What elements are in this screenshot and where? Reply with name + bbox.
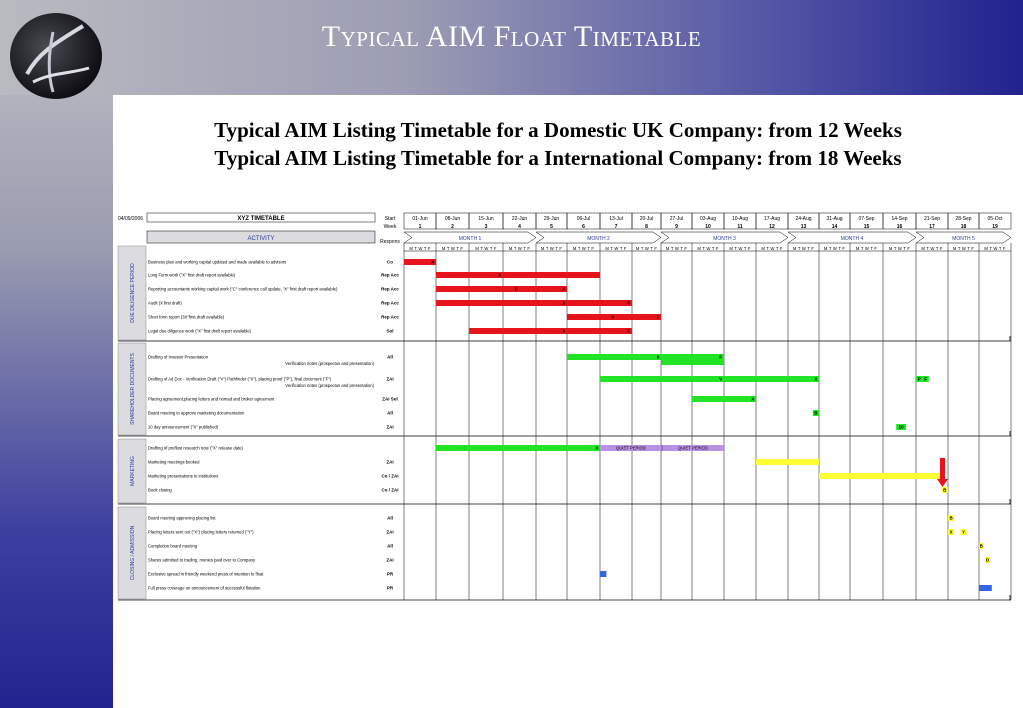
milestone-marker: Y <box>961 529 966 535</box>
day-letters: M T W T F <box>921 246 943 251</box>
slide-title: Typical AIM Float Timetable <box>321 20 702 53</box>
gantt-bar <box>979 585 992 591</box>
responsibility-label: All <box>387 354 393 360</box>
milestone-marker: P <box>917 376 921 382</box>
week-date-label: 15-Jun <box>478 216 494 222</box>
week-date-label: 05-Oct <box>987 216 1003 222</box>
activity-label: Marketing presentations to institutions <box>148 473 219 479</box>
responsibility-label: Co / ZAI <box>381 473 399 479</box>
day-letters: M T W T F <box>952 246 975 251</box>
week-number-label: 18 <box>960 224 967 230</box>
milestone-marker: F <box>924 376 927 382</box>
activity-label: Legal due diligence work ("X" first draft report available) <box>148 328 252 334</box>
responsibility-label: Co / ZAI <box>381 487 399 493</box>
week-date-label: 31-Aug <box>826 216 843 222</box>
week-date-label: 17-Aug <box>763 216 781 222</box>
week-date-label: 24-Aug <box>795 216 812 222</box>
section-title: CLOSING / ADMISSION <box>130 525 136 581</box>
red-arrow-head <box>937 479 948 487</box>
gantt-bar <box>436 300 632 306</box>
month-label: MONTH 4 <box>840 236 864 242</box>
start-label: Start <box>384 216 396 222</box>
activity-label: 10 day announcement ("X" published) <box>148 424 219 430</box>
timetable-title: XYZ TIMETABLE <box>237 216 285 222</box>
responsibility-label: PR <box>386 585 394 591</box>
gantt-bar <box>567 354 724 360</box>
milestone-marker: X <box>498 272 502 278</box>
activity-header: ACTIVITY <box>247 236 275 242</box>
milestone-marker: X <box>431 259 435 265</box>
gantt-bar <box>819 473 942 479</box>
week-date-label: 08-Jun <box>444 216 461 222</box>
day-letters: M T W T F <box>729 246 751 251</box>
day-letters: M T W T F <box>635 246 658 251</box>
week-number-label: 6 <box>582 224 585 230</box>
milestone-marker: X <box>562 286 566 292</box>
milestone-marker: F <box>627 300 631 306</box>
activity-sublabel: Verification notes (prospectus and presentation) <box>285 383 374 388</box>
gantt-bar <box>756 459 819 465</box>
milestone-marker: B <box>979 543 983 549</box>
gantt-bar <box>692 396 756 402</box>
week-date-label: 07-Sep <box>858 216 875 222</box>
subtitle-domestic: Typical AIM Listing Timetable for a Domestic UK Company: from 12 Weeks <box>214 118 902 142</box>
week-date-label: 01-Jun <box>412 216 428 222</box>
responsibility-label: ZAI Sol <box>382 396 398 402</box>
week-label: Week <box>383 224 397 230</box>
day-letters: M T W T F <box>792 246 815 251</box>
week-number-label: 16 <box>896 224 903 230</box>
week-number-label: 14 <box>831 224 838 230</box>
week-date-label: 06-Jul <box>576 216 591 222</box>
responsibility-label: Sol <box>386 328 394 334</box>
milestone-marker: X <box>562 300 566 306</box>
day-letters: M T W T F <box>475 246 497 251</box>
month-label: MONTH 1 <box>458 236 482 242</box>
week-date-label: 29-Jun <box>543 216 560 222</box>
activity-label: Short form report (3X"first draft available) <box>148 314 225 320</box>
activity-label: Audit (X first draft) <box>148 300 182 306</box>
responsibility-label: ZAI <box>386 376 394 382</box>
milestone-marker: X <box>562 328 566 334</box>
week-date-label: 13-Jul <box>609 216 623 222</box>
red-arrow-shaft <box>940 458 945 480</box>
milestone-marker: B <box>949 515 953 521</box>
week-date-label: 21-Sep <box>923 216 941 222</box>
milestone-marker: V <box>719 376 723 382</box>
milestone-marker: C <box>514 286 518 292</box>
gantt-bar <box>600 376 819 382</box>
week-date-label: 28-Sep <box>955 216 972 222</box>
day-letters: M T W T F <box>605 246 627 251</box>
activity-label: Placing agreement,placing letters and nomad and broker agreement <box>148 396 275 402</box>
week-number-label: 2 <box>451 224 454 230</box>
milestone-marker: B <box>943 487 947 493</box>
activity-label: Book closing <box>148 487 172 493</box>
milestone-marker: 10 <box>898 424 904 430</box>
activity-label: Long Form work ("X" first draft report available) <box>148 272 236 278</box>
day-letters: M T W T F <box>508 246 531 251</box>
activity-label: Full press coverage on announcement of successful flotation <box>148 585 261 591</box>
week-date-label: 22-Jun <box>511 216 528 222</box>
day-letters: M T W T F <box>761 246 783 251</box>
week-number-label: 19 <box>992 224 998 230</box>
section-title: MARKETING <box>130 456 136 486</box>
milestone-marker: X <box>595 445 599 451</box>
timetable-date: 04/09/2006 <box>118 216 144 222</box>
responsibility-label: ZAI <box>386 529 394 535</box>
day-letters: M T W T F <box>665 246 688 251</box>
day-letters: M T W T F <box>540 246 563 251</box>
activity-label: Board meeting to approve marketing documentation <box>148 410 245 416</box>
week-date-label: 20-Jul <box>639 216 654 222</box>
milestone-marker: F <box>719 354 723 360</box>
week-number-label: 10 <box>705 224 711 230</box>
day-letters: M T W T F <box>572 246 595 251</box>
gantt-bar <box>661 360 724 365</box>
week-number-label: 12 <box>769 224 775 230</box>
month-label: MONTH 5 <box>952 236 975 242</box>
responsibility-label: ZAI <box>386 424 394 430</box>
milestone-marker: X <box>949 529 953 535</box>
activity-label: Drafting of preflust research note ("X" release date) <box>148 445 243 451</box>
responsibility-label: Rep Acc <box>381 272 399 278</box>
milestone-marker: F <box>656 314 660 320</box>
day-letters: M T W T F <box>984 246 1006 251</box>
subtitle-international: Typical AIM Listing Timetable for a International Company: from 18 Weeks <box>214 146 902 170</box>
milestone-marker: X <box>751 396 755 402</box>
day-letters: M T W T F <box>441 246 464 251</box>
responsibility-label: All <box>387 410 393 416</box>
gantt-bar <box>436 272 600 278</box>
activity-label: Business plan and working capital updated and made available to advisors <box>148 259 287 265</box>
activity-label: Marketing meetings booked <box>148 459 200 465</box>
week-date-label: 14-Sep <box>891 216 908 222</box>
day-letters: M T W T F <box>855 246 878 251</box>
responsibility-label: Rep Acc <box>381 286 399 292</box>
week-date-label: 03-Aug <box>699 216 717 222</box>
section-title: SHAREHOLDER DOCUMENTS <box>130 353 136 425</box>
month-label: MONTH 3 <box>713 236 736 242</box>
week-number-label: 11 <box>737 224 743 230</box>
week-date-label: 10-Aug <box>731 216 749 222</box>
activity-label: Placing letters sent out ("X") placing letters returned ("Y") <box>148 529 254 535</box>
activity-label: Board meeting approving placing list <box>148 515 216 521</box>
milestone-marker: D <box>986 557 990 563</box>
milestone-marker: X <box>814 376 818 382</box>
week-number-label: 15 <box>863 224 870 230</box>
activity-label: Exclusive spread in friendly weekend press of intention to float <box>148 571 264 577</box>
month-label: MONTH 2 <box>587 236 610 242</box>
responsibility-label: Rep Acc <box>381 314 399 320</box>
day-letters: M T W T F <box>823 246 846 251</box>
activity-label: Drafting of Ad Doc - Verification Draft ("V") Pathfinder ("X"), placing proof ("P"), final document ("F") <box>148 376 332 382</box>
section-title: DUE DILIGENCE PERIOD <box>130 263 136 323</box>
week-number-label: 3 <box>484 224 488 230</box>
week-number-label: 13 <box>800 224 807 230</box>
gantt-bar <box>436 286 567 292</box>
quiet-period-label: QUIET PERIOD <box>678 445 708 451</box>
week-number-label: 4 <box>518 224 521 230</box>
activity-sublabel: Verification notes (prospectus and presentation) <box>285 361 374 366</box>
milestone-marker: X <box>611 314 615 320</box>
activity-label: Shares admitted to trading, monies paid over to Company <box>148 557 256 563</box>
gantt-bar <box>469 328 632 334</box>
week-date-label: 27-Jul <box>669 216 684 222</box>
responsibility-label: All <box>387 543 393 549</box>
responsibility-label: All <box>387 515 393 521</box>
respons-header: Respons <box>380 239 400 245</box>
milestone-marker: B <box>814 410 818 416</box>
activity-label: Completion board meeting <box>148 543 198 549</box>
responsibility-label: Co <box>387 259 393 265</box>
activity-label: Reporting accountants working capital work ("C" conference call update, "X" first draft report available) <box>148 286 338 292</box>
activity-label: Drafting of Investor Presentation <box>148 354 209 360</box>
week-number-label: 7 <box>614 224 618 230</box>
day-letters: M T W T F <box>409 246 431 251</box>
milestone-marker: F <box>627 328 631 334</box>
day-letters: M T W T F <box>888 246 911 251</box>
day-letters: M T W T F <box>697 246 719 251</box>
week-number-label: 5 <box>550 224 553 230</box>
milestone-marker: X <box>656 354 660 360</box>
week-number-label: 9 <box>675 224 678 230</box>
responsibility-label: ZAI <box>386 459 394 465</box>
week-number-label: 1 <box>418 224 422 230</box>
week-number-label: 17 <box>929 224 935 230</box>
responsibility-label: PR <box>386 571 394 577</box>
week-number-label: 8 <box>645 224 648 230</box>
responsibility-label: Rep Acc <box>381 300 399 306</box>
quiet-period-label: QUIET PERIOD <box>616 445 646 451</box>
responsibility-label: ZAI <box>386 557 394 563</box>
gantt-bar <box>436 445 600 451</box>
gantt-bar <box>600 571 606 577</box>
